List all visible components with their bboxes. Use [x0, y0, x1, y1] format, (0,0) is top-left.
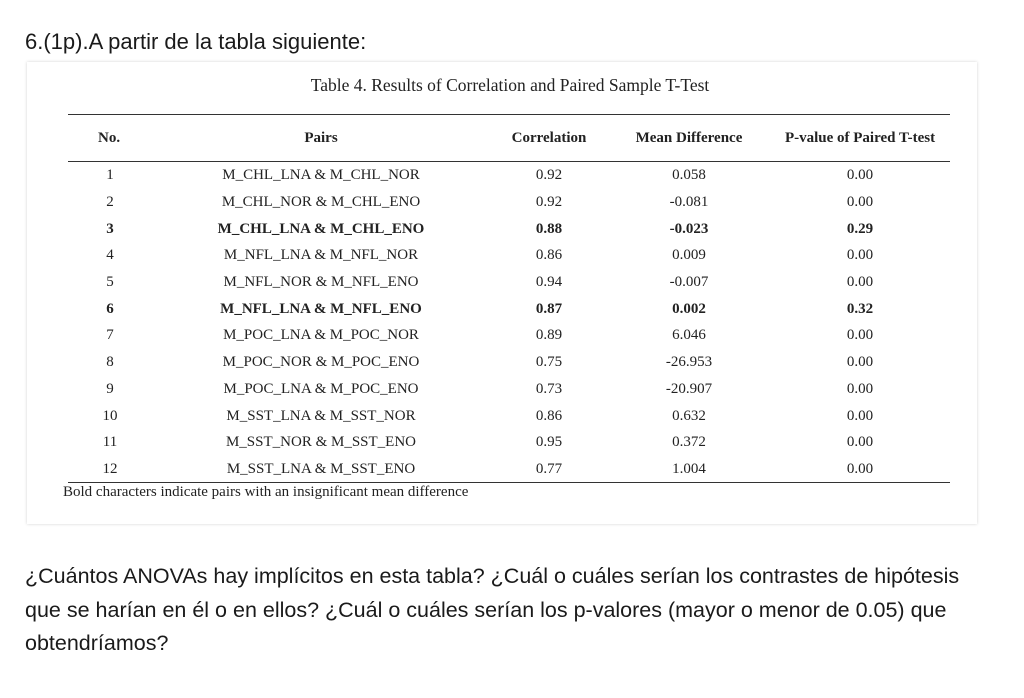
table-row	[68, 429, 950, 456]
row-correlation: 0.75	[535, 354, 563, 371]
table-row	[68, 402, 950, 429]
row-pairs: M_SST_NOR & M_SST_ENO	[225, 434, 417, 451]
table-row	[68, 376, 950, 403]
row-correlation: 0.86	[535, 247, 563, 264]
row-correlation: 0.77	[535, 460, 563, 477]
row-pairs: M_POC_LNA & M_POC_NOR	[223, 327, 419, 344]
row-p-value: 0.00	[846, 434, 874, 451]
table-note: Bold characters indicate pairs with an insignificant mean difference	[63, 484, 469, 500]
row-correlation: 0.89	[535, 327, 563, 344]
table-row	[68, 322, 950, 349]
row-no: 4	[106, 247, 114, 264]
table-row	[68, 295, 950, 322]
table-row	[68, 269, 950, 296]
row-no: 9	[106, 380, 114, 397]
row-pairs: M_SST_LNA & M_SST_NOR	[226, 407, 416, 424]
question-heading: 6.(1p).A partir de la tabla siguiente:	[25, 29, 367, 54]
row-p-value: 0.00	[846, 380, 874, 397]
row-mean-difference: 1.004	[672, 460, 706, 477]
row-no: 7	[106, 327, 114, 344]
table-row	[68, 189, 950, 216]
header-p-value: P-value of Paired T-test	[784, 130, 936, 146]
row-mean-difference: -0.081	[669, 194, 709, 211]
row-p-value: 0.00	[846, 407, 874, 424]
row-no: 11	[102, 434, 118, 451]
row-mean-difference: 0.002	[672, 300, 706, 317]
table-row	[68, 162, 950, 189]
table-body	[68, 162, 950, 483]
row-mean-difference: 0.009	[672, 247, 706, 264]
row-p-value: 0.00	[846, 194, 874, 211]
row-pairs: M_NFL_LNA & M_NFL_NOR	[223, 247, 419, 264]
table-header-row	[68, 115, 950, 162]
row-mean-difference: -26.953	[665, 354, 713, 371]
row-no: 8	[106, 354, 114, 371]
row-no: 12	[102, 460, 118, 477]
row-pairs: M_SST_LNA & M_SST_ENO	[226, 460, 416, 477]
row-p-value: 0.00	[846, 354, 874, 371]
header-mean-difference: Mean Difference	[635, 130, 743, 146]
row-correlation: 0.92	[535, 194, 563, 211]
row-p-value: 0.00	[846, 327, 874, 344]
row-pairs: M_CHL_LNA & M_CHL_ENO	[217, 220, 425, 237]
table-row	[68, 215, 950, 242]
row-no: 2	[106, 194, 114, 211]
row-mean-difference: 0.058	[672, 167, 706, 184]
table-row	[68, 456, 950, 483]
row-p-value: 0.32	[846, 300, 874, 317]
row-mean-difference: -0.007	[669, 274, 709, 291]
row-pairs: M_NFL_LNA & M_NFL_ENO	[220, 300, 422, 317]
row-p-value: 0.00	[846, 167, 874, 184]
row-no: 5	[106, 274, 114, 291]
row-pairs: M_CHL_NOR & M_CHL_ENO	[221, 194, 421, 211]
row-mean-difference: 0.372	[672, 434, 706, 451]
header-no: No.	[98, 130, 121, 146]
row-mean-difference: -20.907	[665, 380, 713, 397]
header-correlation: Correlation	[511, 130, 587, 146]
table-figure	[27, 62, 977, 524]
question-body: ¿Cuántos ANOVAs hay implícitos en esta tabla? ¿Cuál o cuáles serían los contrastes de hipótesis que se harían en él o en ellos? ¿Cuál o cuáles serían los p-valores (mayor o menor de 0.05) que obtendríamos?	[25, 564, 960, 655]
row-mean-difference: -0.023	[669, 220, 709, 237]
row-pairs: M_CHL_LNA & M_CHL_NOR	[222, 167, 420, 184]
row-correlation: 0.94	[535, 274, 563, 291]
table-row	[68, 242, 950, 269]
table-row	[68, 349, 950, 376]
row-mean-difference: 0.632	[672, 407, 706, 424]
header-pairs: Pairs	[304, 130, 338, 146]
row-correlation: 0.95	[535, 434, 563, 451]
row-correlation: 0.86	[535, 407, 563, 424]
row-p-value: 0.00	[846, 274, 874, 291]
row-correlation: 0.73	[535, 380, 563, 397]
row-pairs: M_POC_NOR & M_POC_ENO	[222, 354, 420, 371]
table-caption: Table 4. Results of Correlation and Paired Sample T-Test	[310, 75, 710, 95]
row-correlation: 0.92	[535, 167, 563, 184]
row-p-value: 0.00	[846, 247, 874, 264]
row-p-value: 0.29	[846, 220, 874, 237]
row-no: 3	[106, 220, 114, 237]
row-correlation: 0.88	[535, 220, 563, 237]
row-p-value: 0.00	[846, 460, 874, 477]
row-no: 1	[106, 167, 114, 184]
row-correlation: 0.87	[535, 300, 563, 317]
row-no: 6	[106, 300, 114, 317]
row-pairs: M_NFL_NOR & M_NFL_ENO	[223, 274, 419, 291]
results-table	[68, 114, 950, 483]
row-mean-difference: 6.046	[672, 327, 706, 344]
row-no: 10	[102, 407, 118, 424]
row-pairs: M_POC_LNA & M_POC_ENO	[223, 380, 419, 397]
